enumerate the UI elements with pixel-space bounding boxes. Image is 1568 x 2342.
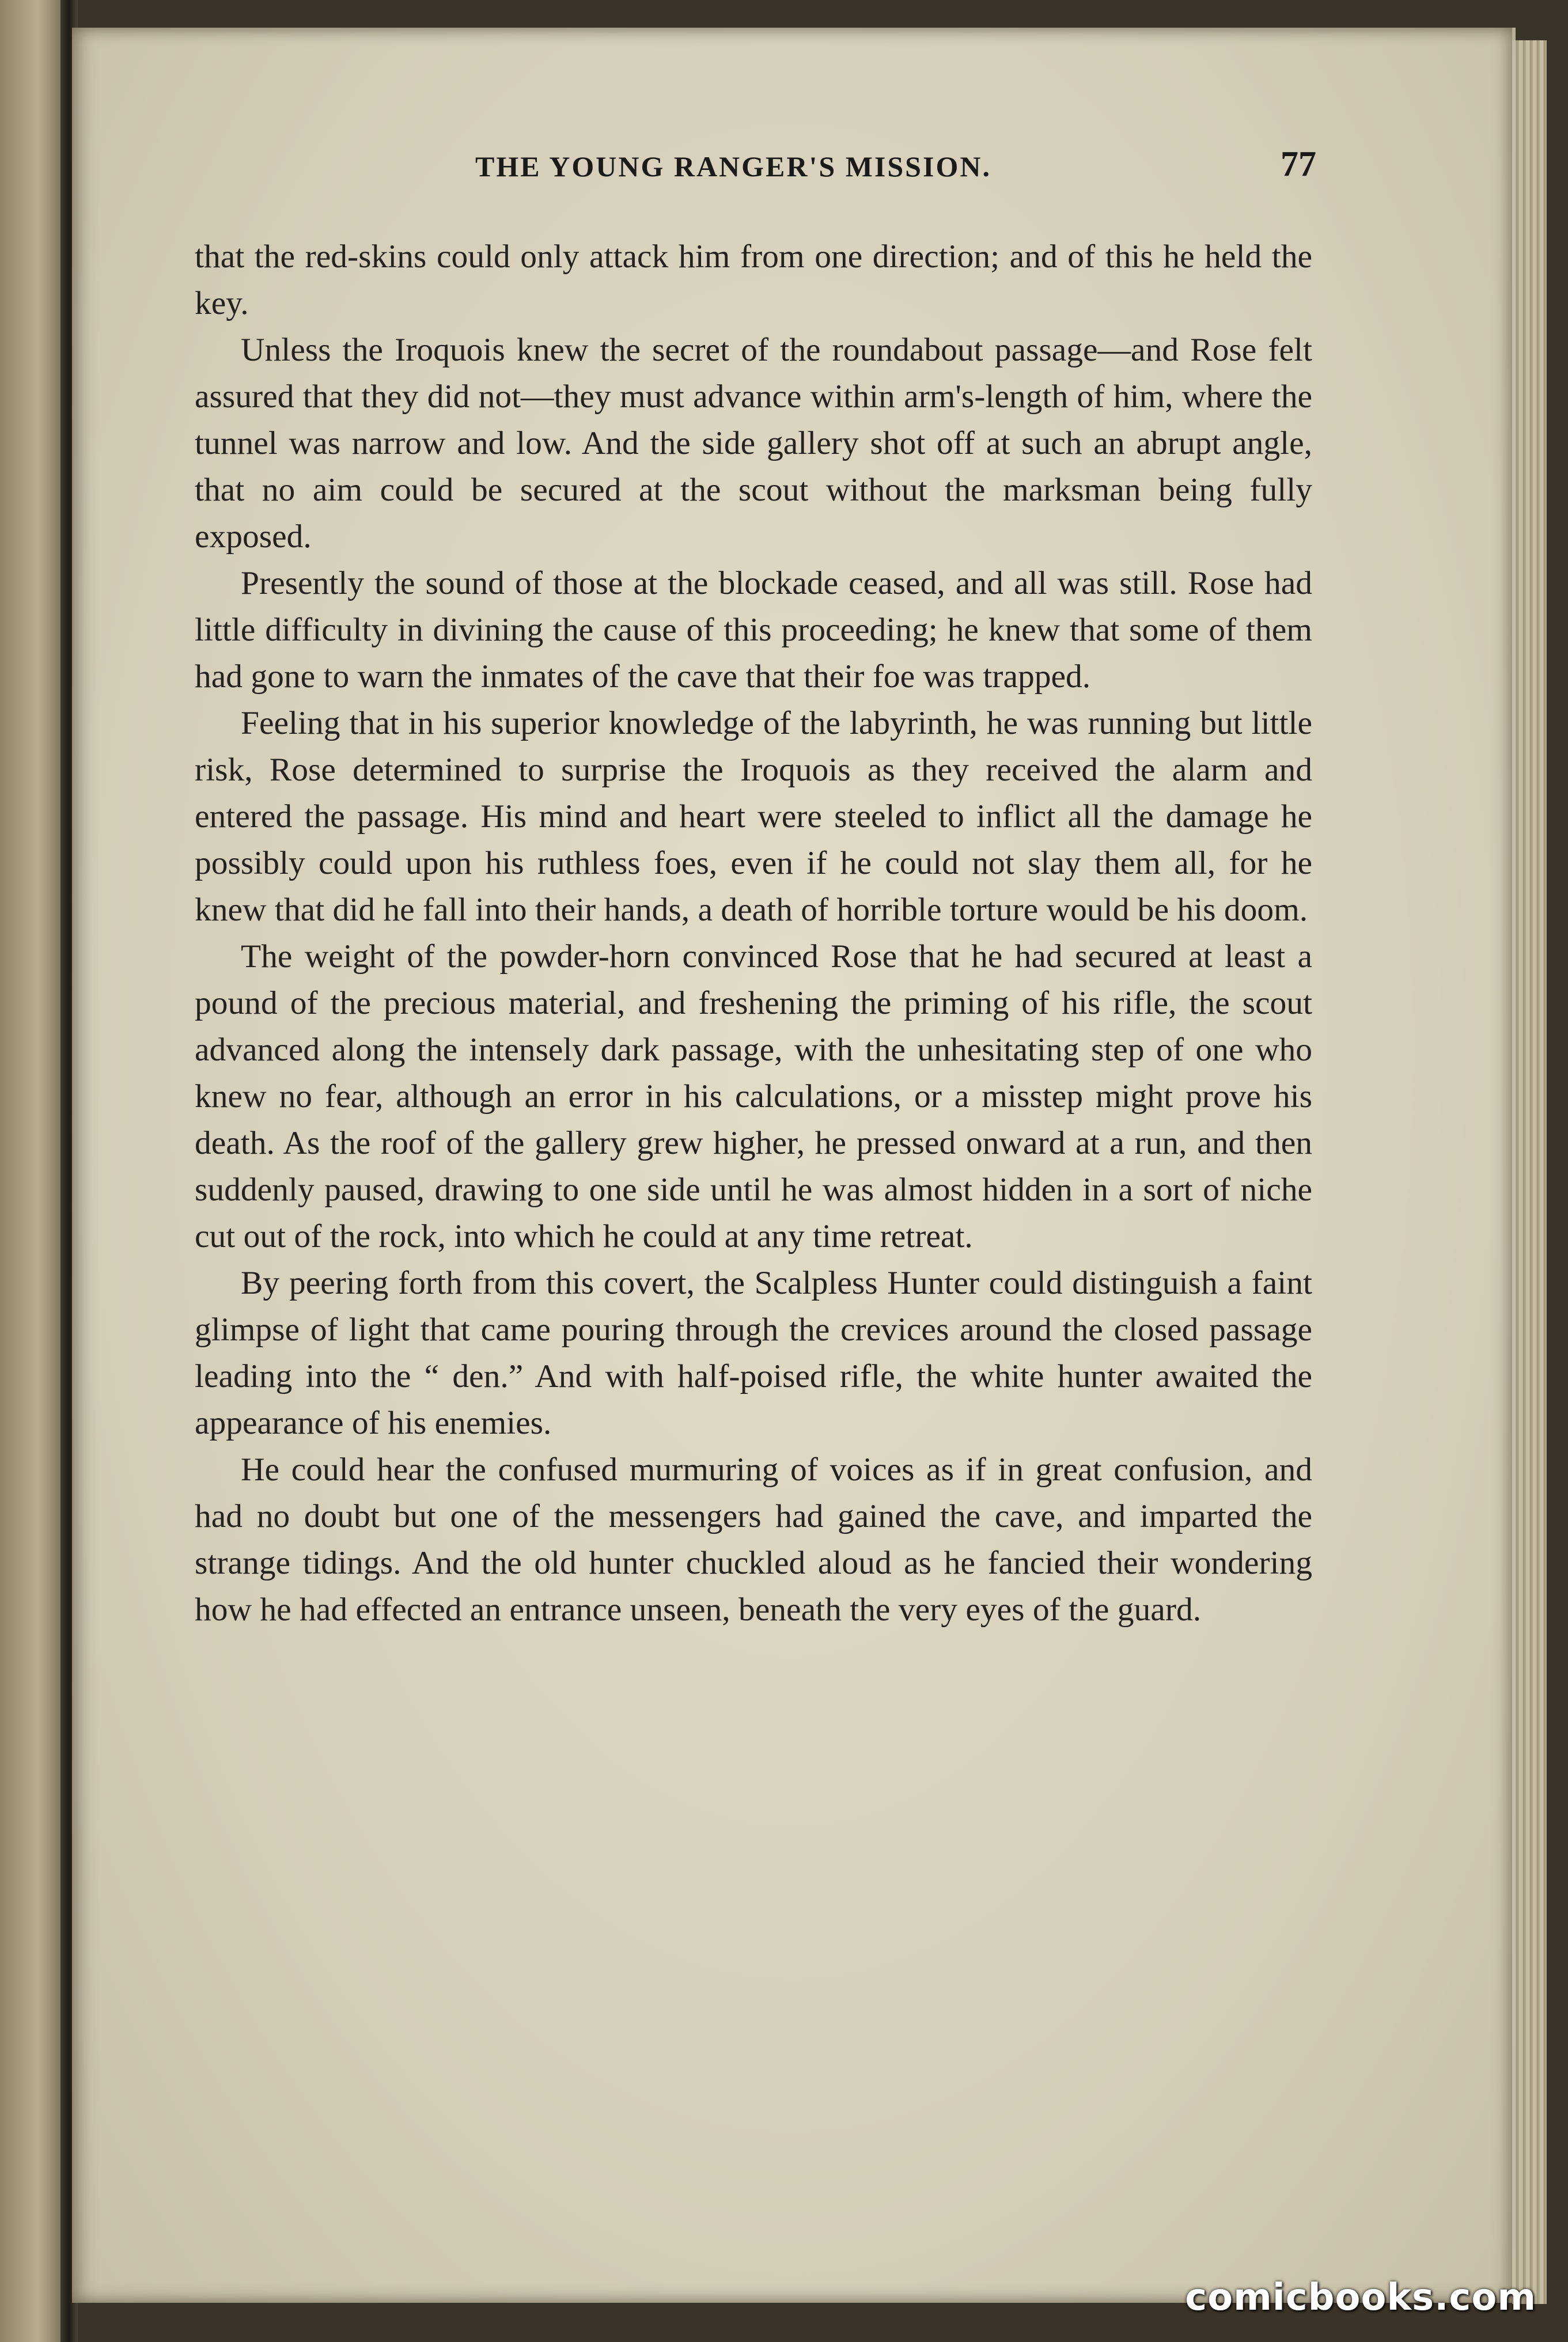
page-header: [118, 144, 1316, 196]
running-head: THE YOUNG RANGER'S MISSION.: [475, 150, 991, 183]
page-number: 77: [1281, 145, 1316, 184]
paragraph: Unless the Iroquois knew the secret of the roundabout passage—and Rose felt assured that they did not—they must advance within arm's-length of him, where the tunnel was narrow and low. And the side gallery shot off at such an abrupt angle, that no aim could be secured at the scout without the marksman being fully exposed.: [195, 332, 1312, 555]
paragraph: Feeling that in his superior knowledge of the labyrinth, he was running but little risk, Rose determined to surprise the Iroquois as they received the alarm and entered the passage. His mind and heart were steeled to inflict all the damage he possibly could upon his ruthless foes, even if he could not slay them all, for he knew that did he fall into their hands, a death of horrible torture would be his doom.: [195, 705, 1312, 928]
page-stack-edge: [1512, 40, 1547, 2304]
body-text: [195, 233, 1312, 1633]
paragraph: The weight of the powder-horn convinced Rose that he had secured at least a pound of the precious material, and freshening the priming of his rifle, the scout advanced along the intensely dark passage, with the unhesitating step of one who knew no fear, although an error in his calculations, or a misstep might prove his death. As the roof of the gallery grew higher, he pressed onward at a run, and then suddenly paused, drawing to one side until he was almost hidden in a sort of niche cut out of the rock, into which he could at any time retreat.: [195, 938, 1312, 1255]
facing-page-edge: [0, 0, 69, 2342]
site-watermark: comicbooks.com: [1185, 2276, 1536, 2319]
paragraph: that the red-skins could only attack him from one direction; and of this he held the key.: [195, 238, 1312, 321]
paragraph: He could hear the confused murmuring of voices as if in great confusion, and had no doubt but one of the messengers had gained the cave, and imparted the strange tidings. And the old hunter chuckled aloud as he fancied their wondering how he had effected an entrance unseen, beneath the very eyes of the guard.: [195, 1452, 1312, 1628]
paragraph: Presently the sound of those at the blockade ceased, and all was still. Rose had little difficulty in divining the cause of this proceeding; he knew that some of them had gone to warn the inmates of the cave that their foe was trapped.: [195, 565, 1312, 695]
paragraph: By peering forth from this covert, the Scalpless Hunter could distinguish a faint glimpse of light that came pouring through the crevices around the closed passage leading into the “ den.” And with half-poised rifle, the white hunter awaited the appearance of his enemies.: [195, 1265, 1312, 1441]
